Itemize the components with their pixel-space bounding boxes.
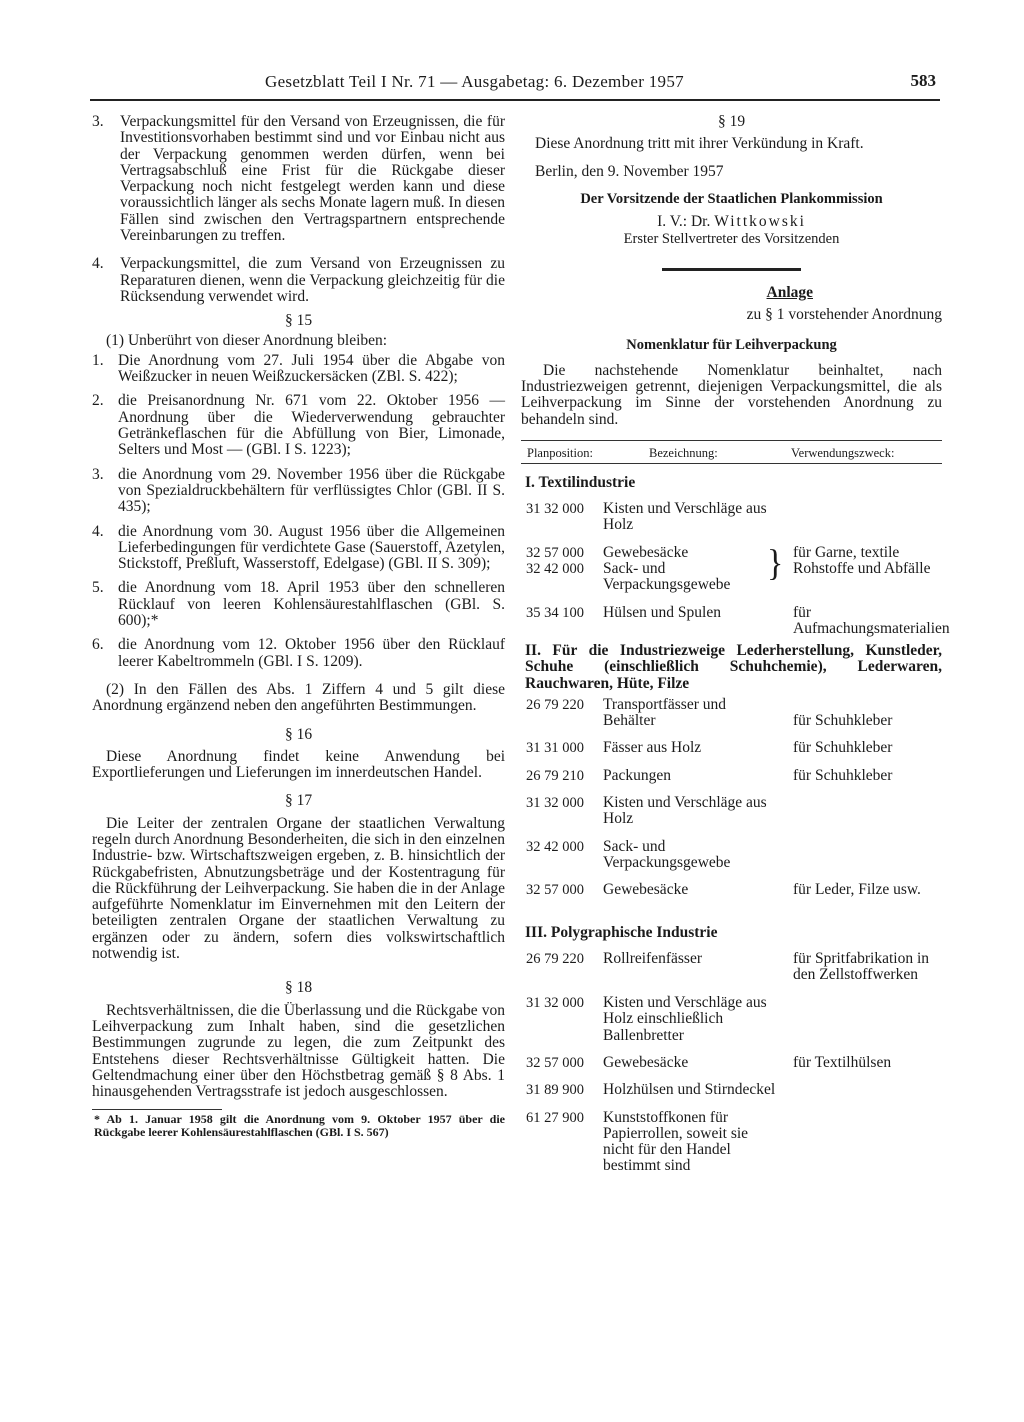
designation: Transportfässer und Behälter [603,695,726,730]
nomenclature-intro: Die nachstehende Nomenklatur beinhaltet, nach Industriezweigen getrennt, diejenigen Verpackungsmittel, die als Leihverpackung im Sinne der vorstehenden Anordnung zu behandeln sind. [521,361,942,428]
planposition-code: 31 89 900 [526,1082,584,1099]
planposition-code: 32 42 000 [526,838,584,855]
table-row [521,839,942,872]
designation: Rollreifenfässer [603,949,702,967]
planposition-code: 32 42 000 [526,561,584,578]
item-number: 3. [92,465,104,483]
group-title-polygraphic: III. Polygraphische Industrie [525,923,718,941]
annex-title: Anlage [766,283,813,301]
item-number: 3. [92,113,104,130]
signer-name: Wittkowski [714,213,806,231]
table-row [521,1082,942,1098]
purpose: für Garne, textile Rohstoffe und Abfälle [793,543,931,578]
designation: Kisten und Verschläge aus Holz [603,794,767,828]
column-header-verwendungszweck: Verwendungszweck: [791,445,895,460]
list-item [92,353,505,386]
item-text: Verpackungsmittel für den Versand von Erzeugnissen, die für Investitionsvorhaben bestimmt sind und vor Einbau nicht aus der Verpackung genommen werden dürfen, wenn bei Vertragsabschluß eine Frist für die Rückgabe dieser Verpackung noch nicht festgelegt werden kann und diese voraussichtlich länger als sechs Monate lagern muß. In diesen Fällen sind zwischen den Vertragspartnern entsprechende Vereinbarungen zu treffen. [120,113,505,245]
planposition-code: 32 57 000 [526,544,584,561]
designation: Packungen [603,766,672,784]
footnote-rule [92,1109,222,1110]
list-item [92,580,505,629]
left-column [92,114,505,1138]
section-15-list [92,353,505,670]
purpose: für Schuhkleber [793,739,893,757]
section-heading-19: § 19 [717,113,746,130]
purpose: für Leder, Filze usw. [793,881,921,899]
purpose: für Schuhkleber [793,711,893,729]
table-row [521,949,942,984]
brace: } [767,542,784,584]
column-header-planposition: Planposition: [527,445,593,460]
page-number: 583 [910,71,936,90]
section-17-text: Die Leiter der zentralen Organe der staatlichen Verwaltung regeln durch Anordnung Besonderheiten, die sich in den einzelnen Industrie- bzw. Wirtschaftszweigen ergeben, z. B. hinsichtlich der Rückgabefristen, Abnutzungsbeträge und der Kostentragung für die Rückführung der Leihverpackung. Sie haben die in der Anlage aufgeführte Nomenklatur im Einvernehmen mit den Leitern der beteiligten zentralen Organe der staatlichen Verwaltung zu ergänzen oder zu ändern, sofern dies volkswirtschaftlich notwendig ist. [92,814,505,963]
planposition-code: 31 32 000 [526,995,584,1012]
item-number: 5. [92,579,104,597]
item-number: 4. [92,522,104,540]
item-number: 4. [92,255,104,273]
signer-title: Erster Stellvertreter des Vorsitzenden [623,231,840,248]
header-rule [90,99,940,101]
planposition-code: 31 31 000 [526,740,584,757]
section-19-text: Diese Anordnung tritt mit ihrer Verkündung in Kraft. [535,135,864,153]
table-row [521,603,950,637]
item-number: 1. [92,351,104,369]
section-15-paragraph-2: (2) In den Fällen des Abs. 1 Ziffern 4 und 5 gilt diese Anordnung ergänzend neben den angeführten Bestimmungen. [92,680,505,715]
table-row [521,995,942,1044]
table-row [521,501,942,534]
list-item [92,637,505,670]
designation: Hülsen und Spulen [603,603,721,621]
separator-rule [662,268,801,271]
designation: Fässer aus Holz [603,739,702,757]
designation: Gewebesäcke [603,543,689,561]
planposition-code: 26 79 220 [526,950,584,967]
right-column [521,113,950,1175]
table-row [521,795,942,828]
section-16-text: Diese Anordnung findet keine Anwendung bei Exportlieferungen und Lieferungen im innerdeutschen Handel. [92,747,505,782]
planposition-code: 35 34 100 [526,604,584,621]
list-item [92,524,505,573]
designation: Kisten und Verschläge aus Holz [603,500,767,534]
item-text: die Anordnung vom 29. November 1956 über die Rückgabe von Spezialdruckbehältern für verflüssigtes Chlor (GBl. II S. 435); [118,465,505,516]
item-number: 2. [92,392,104,410]
table-row [521,697,942,730]
authority: Der Vorsitzende der Staatlichen Plankommission [580,190,883,207]
table-row-group [521,542,942,594]
table-header [521,440,942,464]
item-text: Die Anordnung vom 27. Juli 1954 über die Abgabe von Weißzucker in neuen Weißzuckersäcken (ZBl. S. 422); [118,351,505,386]
list-item [92,256,505,305]
footnote: * Ab 1. Januar 1958 gilt die Anordnung vom 9. Oktober 1957 über die Rückgabe leerer Kohlensäurestahlflaschen (GBl. I S. 567) [94,1112,505,1139]
table-row [521,1055,942,1071]
purpose: für Spritfabrikation in den Zellstoffwerken [793,949,930,984]
section-18-text: Rechtsverhältnissen, die die Überlassung und die Rückgabe von Leihverpackung zum Inhalt haben, sind die gesetzlichen Bestimmungen zugrunde zu legen, die zum Zeitpunkt des Entstehens dieser Rechtsverhältnisse Gültigkeit hatten. Die Geltendmachung einer über den Höchstbetrag gemäß § 8 Abs. 1 hinausgehenden Vertragsstrafe ist jedoch ausgeschlossen. [92,1001,505,1101]
item-text: die Anordnung vom 12. Oktober 1956 über den Rücklauf leerer Kabeltrommeln (GBl. I S. 1209). [118,636,505,670]
group-title-leather: II. Für die Industriezweige Lederherstellung, Kunstleder, Schuhe (einschließlich Schuhchemie), Lederwaren, Rauchwaren, Hüte, Filze [525,641,942,692]
item-text: die Anordnung vom 18. April 1953 über den schnelleren Rücklauf von leeren Kohlensäurestahlflaschen (GBl. S. 600);* [118,579,505,630]
designation: Kunststoffkonen für Papierrollen, soweit sie nicht für den Handel bestimmt sind [603,1108,749,1175]
section-heading-15: § 15 [284,312,313,330]
item-text: die Preisanordnung Nr. 671 vom 22. Oktober 1956 — Anordnung über die Wiederverwendung gebrauchter Getränkeflaschen für die Abfüllung von Bier, Limonade, Selters und Most — (GBl. I S. 1223); [118,392,505,459]
gazette-title: Gesetzblatt Teil I Nr. 71 — Ausgabetag: 6. Dezember 1957 [265,72,684,91]
planposition-code: 31 32 000 [526,501,584,518]
item-text: die Anordnung vom 30. August 1956 über die Allgemeinen Lieferbedingungen für verdichtete Gase (Sauerstoff, Azetylen, Stickstoff, Preßluft, Wasserstoff, Edelgase) (GBl. II S. 309); [118,522,505,573]
column-header-bezeichnung: Bezeichnung: [649,445,718,460]
purpose: für Textilhülsen [793,1053,892,1071]
designation: Gewebesäcke [603,1053,689,1071]
signer-prefix: I. V.: Dr. [657,213,711,231]
place-date: Berlin, den 9. November 1957 [535,162,724,180]
section-15-intro: (1) Unberührt von dieser Anordnung bleiben: [106,331,388,349]
purpose: für Aufmachungsmaterialien [793,603,950,637]
designation: Sack- und Verpackungsgewebe [603,560,731,594]
signature-line [521,214,942,230]
item-number: 6. [92,636,104,654]
section-heading-17: § 17 [284,792,313,810]
list-item [92,467,505,516]
planposition-code: 26 79 220 [526,696,584,713]
page-header [90,70,940,104]
table-row [521,882,942,898]
planposition-code: 31 32 000 [526,795,584,812]
designation: Holzhülsen und Stirndeckel [603,1081,776,1099]
section-heading-18: § 18 [284,979,313,997]
nomenclature-title: Nomenklatur für Leihverpackung [626,337,837,354]
table-row [521,740,942,756]
planposition-code: 32 57 000 [526,882,584,899]
designation: Kisten und Verschläge aus Holz einschließlich Ballenbretter [603,994,767,1044]
list-item [92,393,505,458]
annex-subtitle: zu § 1 vorstehender Anordnung [746,306,942,324]
designation: Sack- und Verpackungsgewebe [603,837,731,871]
planposition-code: 61 27 900 [526,1109,584,1126]
planposition-code: 26 79 210 [526,767,584,784]
planposition-code: 32 57 000 [526,1054,584,1071]
designation: Gewebesäcke [603,881,689,899]
item-text: Verpackungsmittel, die zum Versand von Erzeugnissen zu Reparaturen dienen, wenn die Verpackung gleichzeitig für die Rücksendung verwendet wird. [120,255,505,305]
group-title-textile: I. Textilindustrie [525,473,636,491]
section-heading-16: § 16 [284,725,313,743]
purpose: für Schuhkleber [793,766,893,784]
table-row [521,768,942,784]
list-item [92,114,505,244]
table-row [521,1110,942,1175]
